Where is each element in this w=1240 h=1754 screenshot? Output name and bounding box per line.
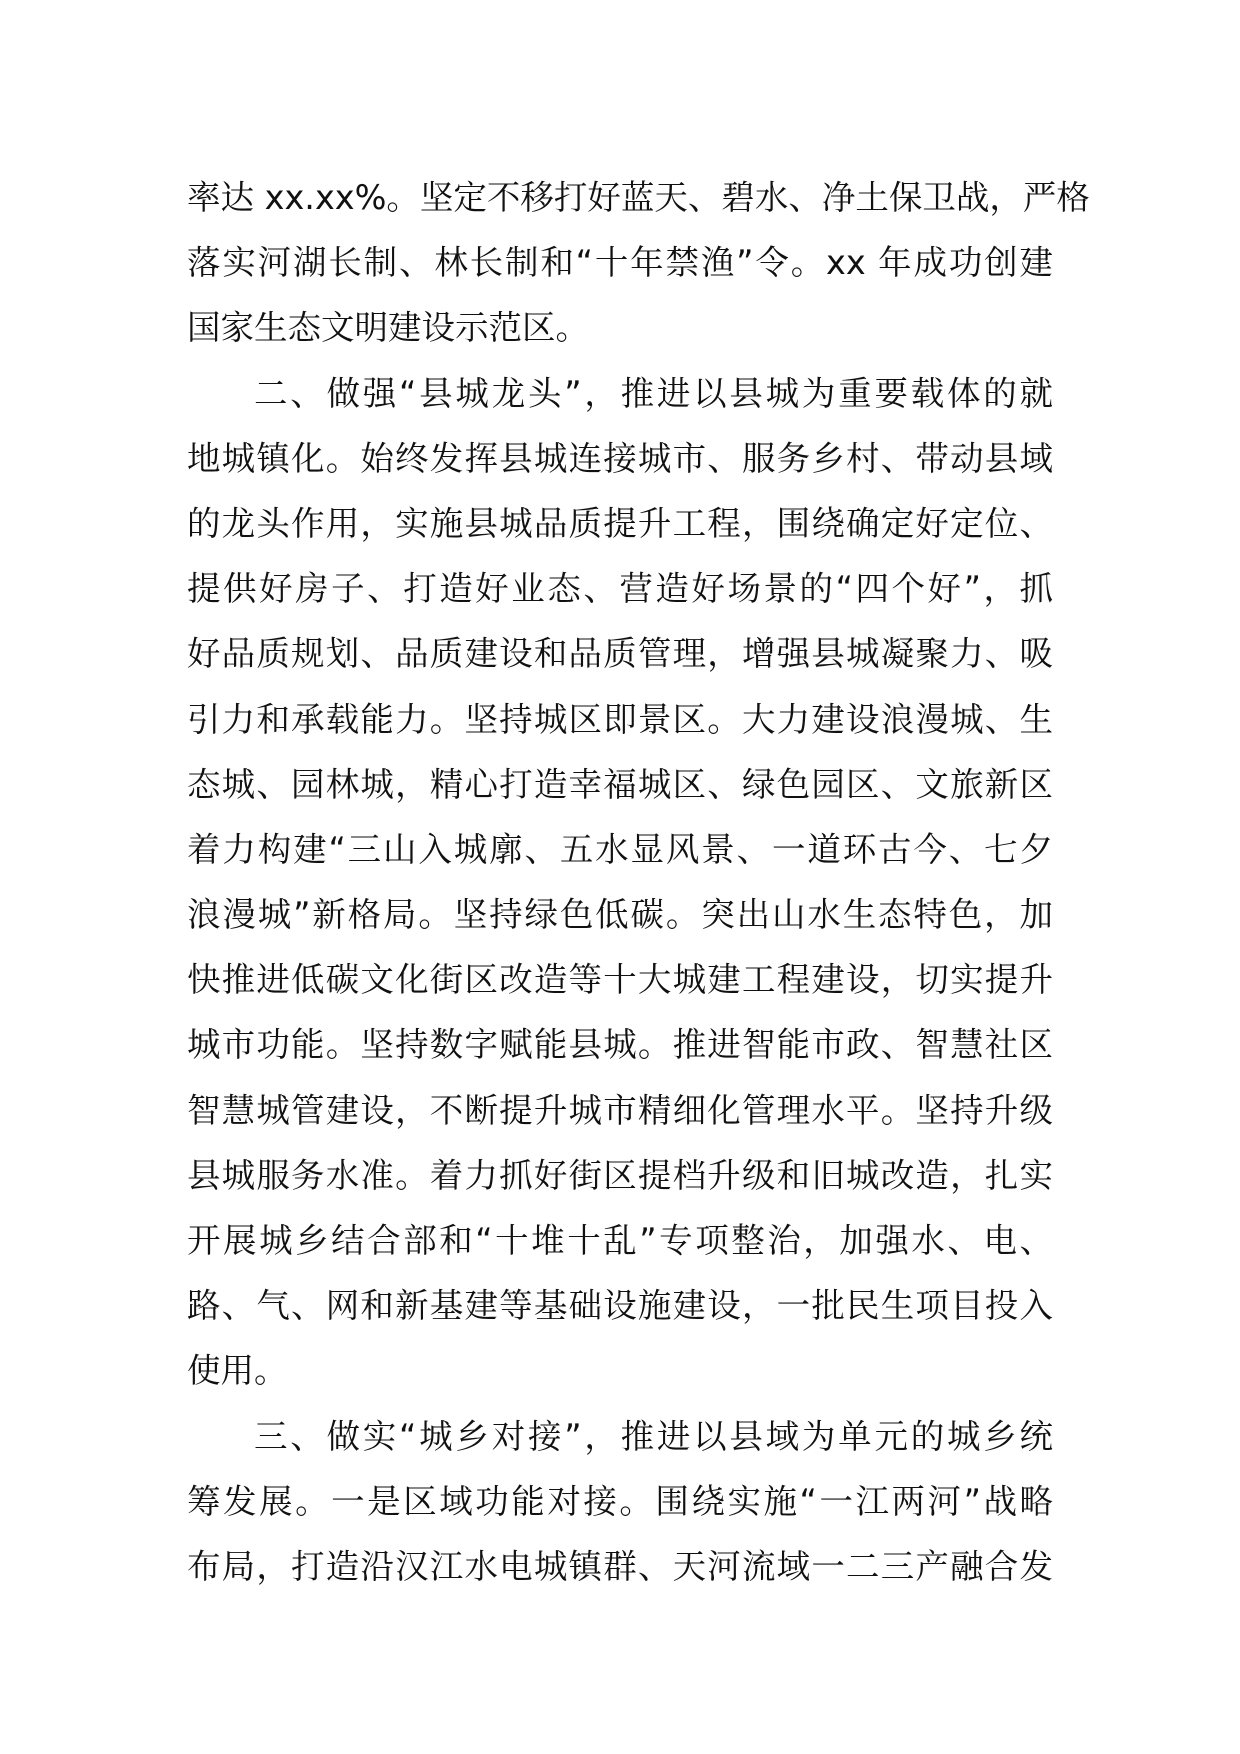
text-line: 城市功能。坚持数字赋能县城。推进智能市政、智慧社区	[187, 1025, 1053, 1065]
text-line: 县城服务水准。着力抓好街区提档升级和旧城改造，扎实	[187, 1155, 1053, 1195]
text-line: 着力构建“三山入城廓、五水显风景、一道环古今、七夕	[187, 829, 1053, 869]
text-line: 态城、园林城，精心打造幸福城区、绿色园区、文旅新区	[187, 764, 1053, 804]
text-line: 使用。	[187, 1351, 288, 1391]
text-line: 国家生态文明建设示范区。	[187, 308, 589, 348]
text-line: 快推进低碳文化街区改造等十大城建工程建设，切实提升	[187, 960, 1053, 1000]
text-line: 引力和承载能力。坚持城区即景区。大力建设浪漫城、生	[187, 699, 1053, 739]
text-line: 落实河湖长制、林长制和“十年禁渔”令。xx 年成功创建	[187, 243, 1053, 283]
text-line: 路、气、网和新基建等基础设施建设，一批民生项目投入	[187, 1286, 1053, 1326]
document-body	[187, 165, 1090, 1599]
text-line: 智慧城管建设，不断提升城市精细化管理水平。坚持升级	[187, 1090, 1053, 1130]
text-line: 的龙头作用，实施县城品质提升工程，围绕确定好定位、	[187, 503, 1053, 543]
section-heading-line: 三、做实“城乡对接”，推进以县域为单元的城乡统	[254, 1416, 1053, 1456]
section-heading-line: 二、做强“县城龙头”，推进以县城为重要载体的就	[254, 373, 1053, 413]
text-line: 提供好房子、打造好业态、营造好场景的“四个好”，抓	[187, 569, 1053, 609]
text-line: 地城镇化。始终发挥县城连接城市、服务乡村、带动县域	[187, 438, 1053, 478]
text-line: 浪漫城”新格局。坚持绿色低碳。突出山水生态特色，加	[187, 895, 1053, 935]
text-line: 率达 xx.xx%。坚定不移打好蓝天、碧水、净土保卫战，严格	[187, 178, 1090, 217]
text-line: 筹发展。一是区域功能对接。围绕实施“一江两河”战略	[187, 1481, 1053, 1521]
text-line: 开展城乡结合部和“十堆十乱”专项整治，加强水、电、	[187, 1221, 1053, 1260]
text-line: 好品质规划、品质建设和品质管理，增强县城凝聚力、吸	[187, 634, 1053, 674]
text-line: 布局，打造沿汉江水电城镇群、天河流域一二三产融合发	[187, 1546, 1053, 1586]
